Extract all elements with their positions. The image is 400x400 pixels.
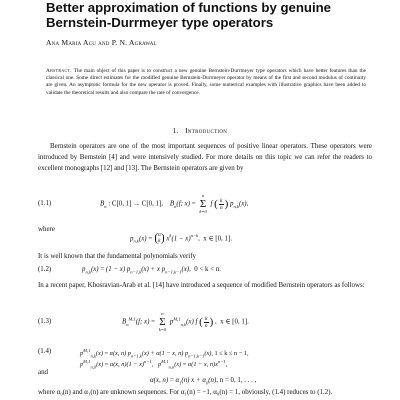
and-label: and bbox=[38, 368, 49, 376]
equation-body: $B_n$ : C[0, 1] → C[0, 1], $B_n(f$; x) = n Σ k=0 f ( $\frac{k}{n}$ ) $p_{n,k}(x)$, bbox=[100, 193, 249, 214]
section-title: Introduction bbox=[185, 126, 228, 135]
equation-body: $p_{n,k}(x) = (1 - x) p_{n-1,k}(x) + x$ $p_{n-1,k-1}(x)$, 0 < k < n. bbox=[82, 266, 221, 275]
section-number: 1. bbox=[172, 126, 179, 135]
equation-number: (1.1) bbox=[38, 200, 52, 207]
section-heading bbox=[0, 126, 400, 135]
abstract bbox=[46, 68, 366, 97]
equation-body: $B_n^{M,1}(f$; x) = n Σ k=0 $p^{M,1}_{n,k}(x)$ f ( $\frac{k}{n}$ ) , x ∈ [0, 1]. bbox=[122, 311, 249, 332]
equation-number: (1.4) bbox=[38, 348, 52, 355]
intro-paragraph-1: Bernstein operators are one of the most important sequences of positive linear operators. These operators were introduced by Bernstein [4] and were intensively studied. For more details on this topic we can refer the readers to excellent monographs [12] and [13]. The Bernstein operators are given by bbox=[38, 142, 372, 172]
intro-paragraph-3: In a recent paper, Khosravian-Arab et al. [14] have introduced a sequence of modified Bernstein operators as follows: bbox=[38, 281, 365, 289]
equation-number: (1.3) bbox=[38, 318, 52, 325]
where-label: where bbox=[38, 225, 55, 233]
title-line-1: Better approximation of functions by genuine bbox=[46, 0, 332, 15]
abstract-label: Abstract. bbox=[46, 68, 72, 74]
authors: Ana Maria Acu and P. N. Agrawal bbox=[46, 38, 157, 47]
intro-paragraph-4: where α₀(n) and α₁(n) are unknown sequences. For α₁(n) = −1, α₀(n) = 1, obviously, (1.4) reduces to (1.2). bbox=[38, 388, 333, 396]
equation-number: (1.2) bbox=[38, 266, 52, 273]
equation-body: α(x, $n) = \alpha_1(n) x + \alpha_0(n)$, n = 0, 1, . . . , bbox=[150, 377, 257, 386]
paper-title bbox=[46, 0, 376, 30]
abstract-text: The main object of this paper is to construct a new genuine Bernstein-Durrmeyer type operators which have better features than the classical one. Some direct estimates for the modified genuine Bernstein-Durrmeyer operator by means of the first and second modulus of continuity are given. An asymptotic formula for the new operator is proved. Finally, some numerical examples with illustrative graphics have been added to validate the theoretical results and also compare the rate of convergence. bbox=[46, 68, 367, 96]
equation-line-2: $p^{M,1}_{n,0}(x) = \alpha(x$, $n)(1 - x)^{n-1}$, $p^{M,1}_{n,n}(x) = \alpha(1 - x$, $n)x^{n-1}$, bbox=[80, 359, 228, 370]
title-line-2: Bernstein-Durrmeyer type operators bbox=[46, 15, 274, 30]
equation-body: $p_{n,k}(x)$ = n k $x^k(1 - x)^{n-k}$, x ∈ [0, 1]. bbox=[130, 232, 232, 244]
equation-line-1: $p^{M,1}_{n,k}(x) = \alpha(x$, n) $p_{n-1,k}(x) + \alpha(1 - x$, n) $p_{n-1,k-1}(x)$, 1 ≤ k ≤ n − 1, bbox=[80, 348, 249, 359]
intro-paragraph-2: It is well known that the fundamental polynomials verify bbox=[38, 252, 196, 260]
